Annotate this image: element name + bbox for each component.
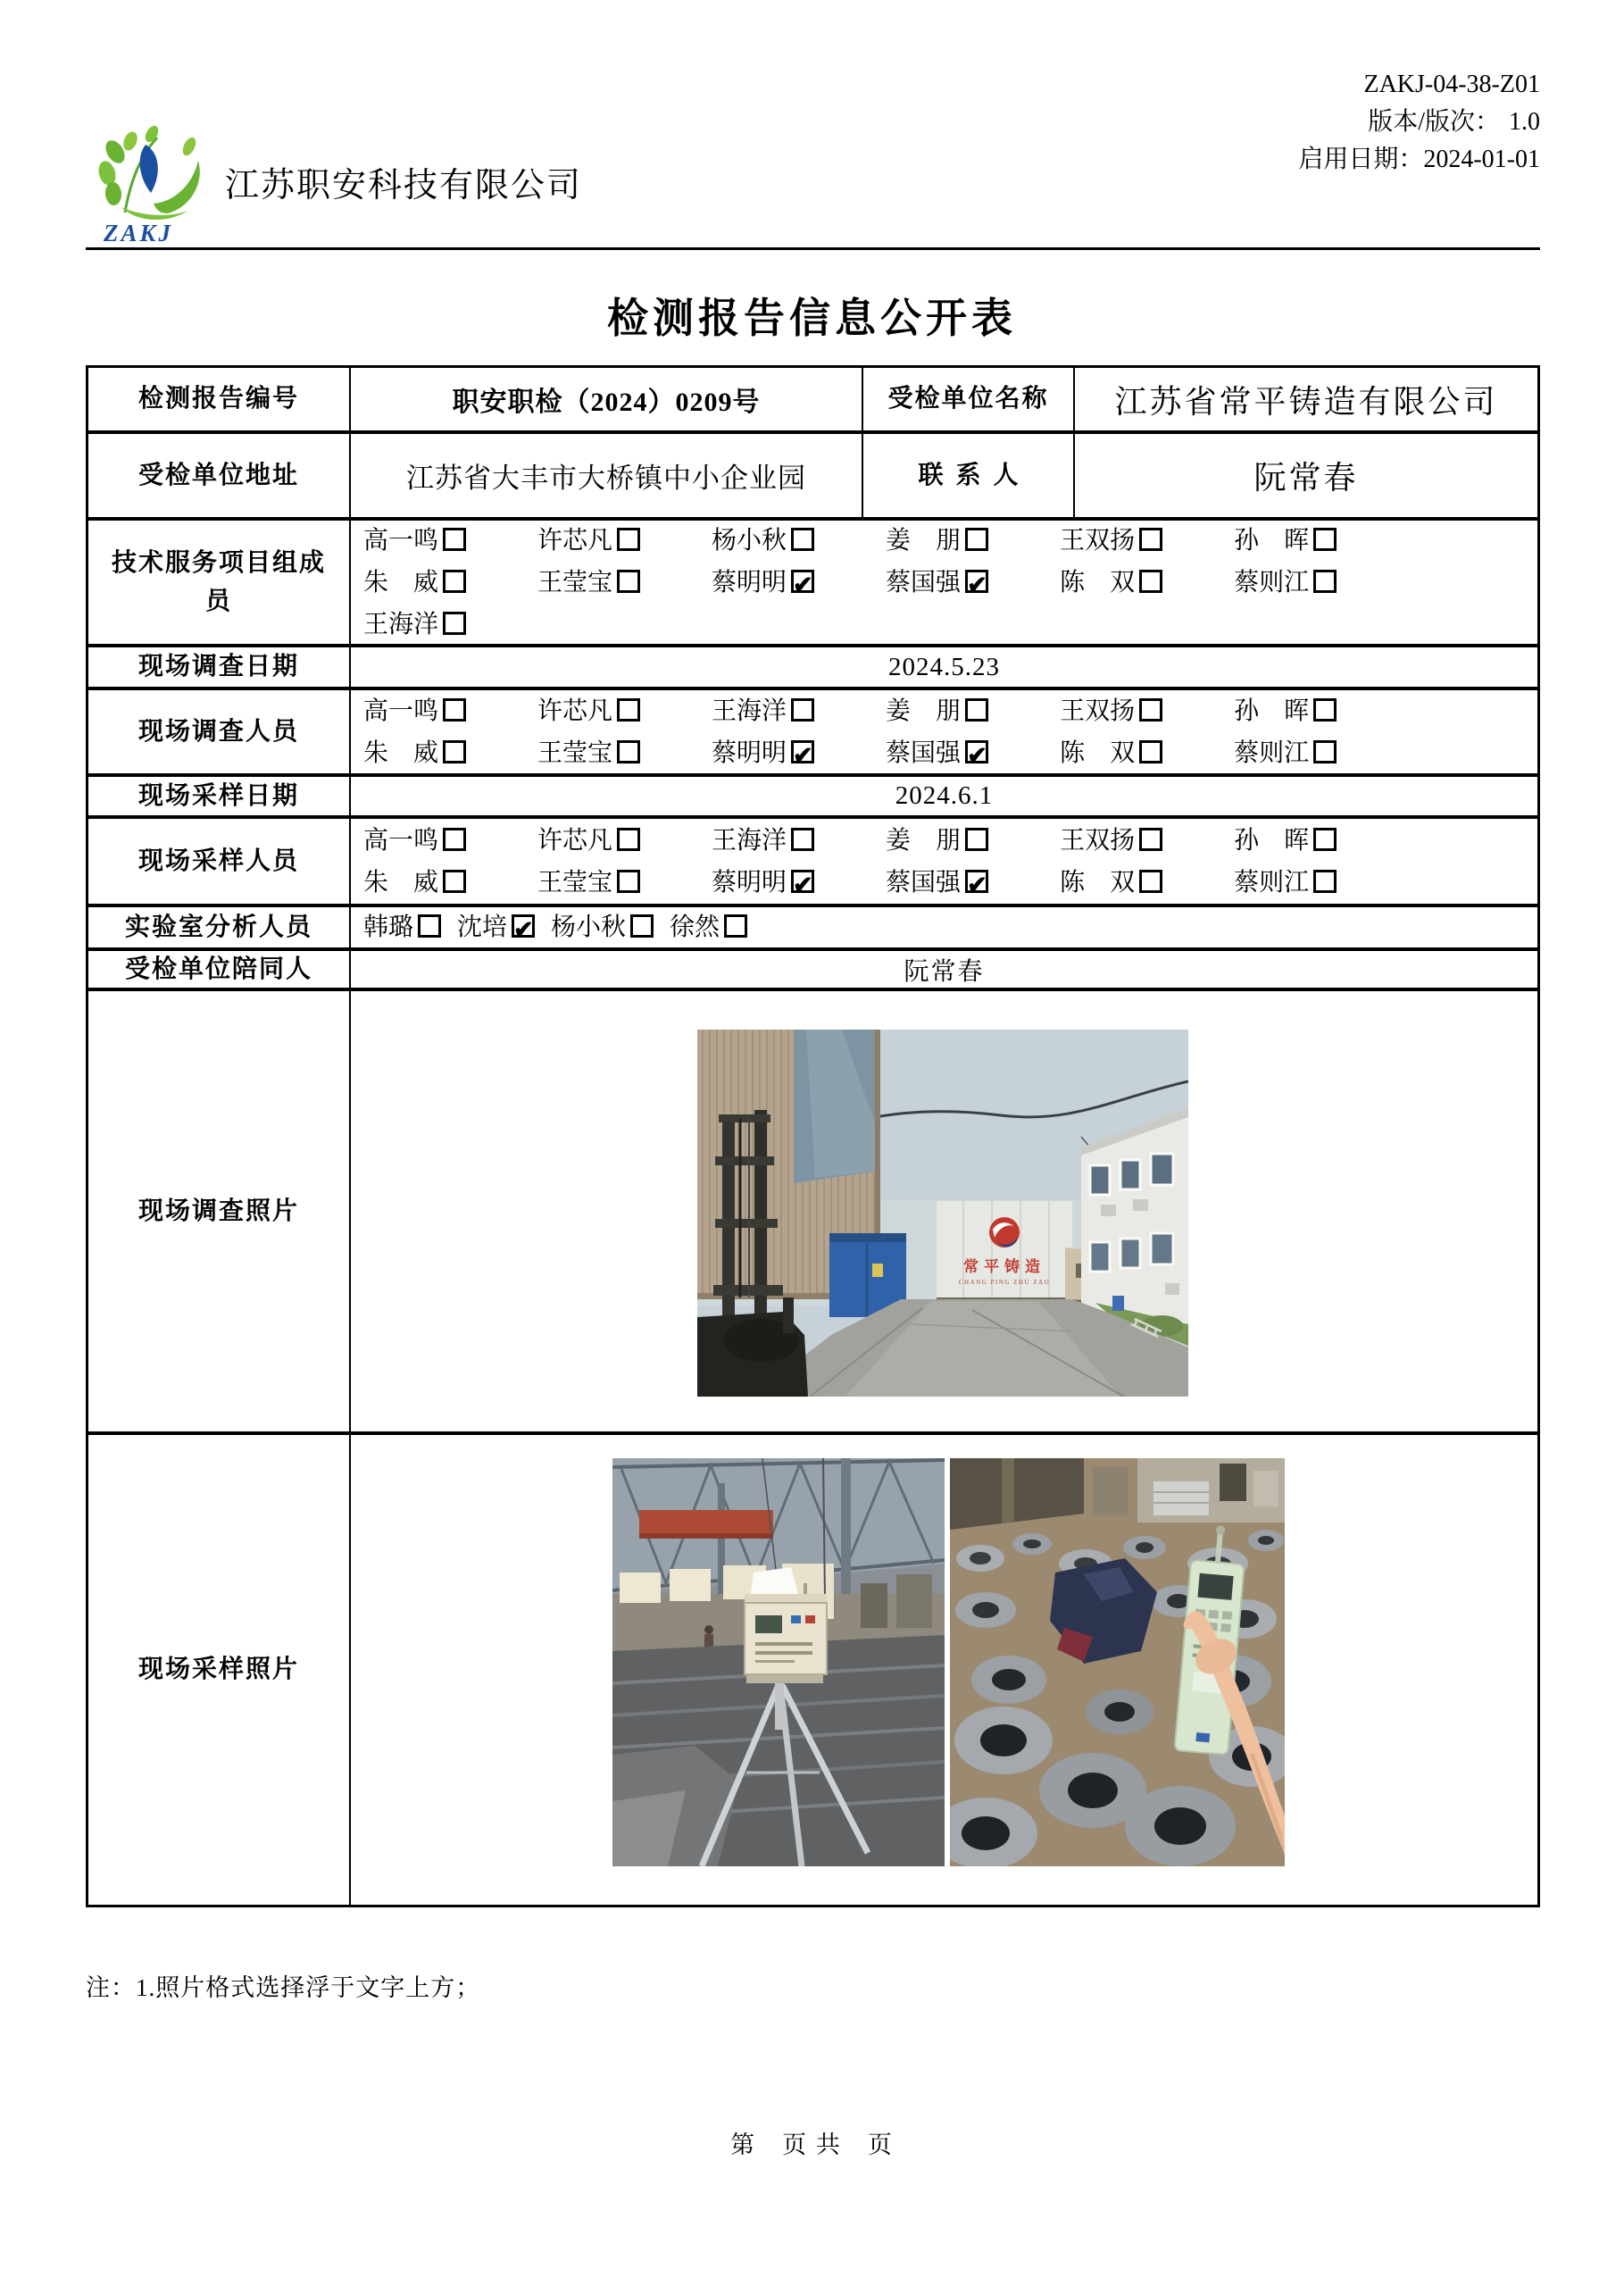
person-option [363,862,466,904]
row-tech-team [88,517,1537,644]
person-option [1234,520,1337,562]
row-report-number [88,368,1537,430]
person-option [670,906,747,948]
person-option [1234,862,1337,904]
inspected-unit-name-value: 江苏省常平铸造有限公司 [1073,368,1537,430]
checkbox-unchecked[interactable] [617,740,640,763]
info-table [86,365,1540,1907]
company-logo [95,125,229,247]
row-sample-date [88,773,1537,815]
accompany-label: 受检单位陪同人 [124,955,312,983]
checkbox-unchecked[interactable] [1139,528,1162,551]
checkbox-unchecked[interactable] [617,698,640,722]
checkbox-checked[interactable] [965,870,988,893]
version-value: 1.0 [1509,108,1540,136]
checkbox-unchecked[interactable] [443,528,466,551]
person-name: 陈 双 [1060,738,1136,767]
checkbox-unchecked[interactable] [418,914,441,938]
person-name: 孙 晖 [1234,697,1310,725]
workshop-sampling-photo [612,1458,945,1866]
enable-date-value: 2024-01-01 [1423,146,1540,173]
person-name: 朱 威 [363,868,439,897]
person-option [537,520,640,562]
survey-date-value: 2024.5.23 [349,647,1537,687]
page-footer: 第 页 共 页 [730,2132,894,2158]
person-option [712,562,814,604]
person-name: 蔡则江 [1234,868,1310,897]
row-accompany [88,947,1537,988]
person-option [1060,562,1162,604]
person-option [886,690,988,732]
logo-graphic [95,125,212,223]
header-divider [86,247,1540,250]
person-option [363,906,441,948]
checkbox-unchecked[interactable] [791,828,814,851]
person-option [886,732,988,774]
address-value: 江苏省大丰市大桥镇中小企业园 [349,434,862,517]
checkbox-unchecked[interactable] [1313,870,1337,893]
checkbox-unchecked[interactable] [617,570,640,593]
person-name: 陈 双 [1060,568,1136,597]
person-option [537,690,640,732]
person-option [1234,732,1337,774]
note-text: 注：1.照片格式选择浮于文字上方； [86,1974,481,2001]
checkbox-checked[interactable] [791,570,814,593]
survey-staff-line-2 [363,732,1537,774]
person-option [363,732,466,774]
checkbox-unchecked[interactable] [1139,570,1162,593]
tech-team-line-2 [363,562,1537,604]
person-option [1060,820,1162,862]
person-option [886,862,988,904]
sample-photo-images [612,1458,1285,1866]
doc-enable-date [1298,141,1540,179]
checkbox-unchecked[interactable] [443,740,466,763]
person-name: 杨小秋 [712,526,787,555]
tech-team-line-1 [363,520,1537,562]
checkbox-unchecked[interactable] [443,870,466,893]
checkbox-unchecked[interactable] [724,914,747,938]
person-name: 姜 朋 [886,526,962,555]
row-sample-photo [88,1431,1537,1905]
logo-text: ZAKJ [104,220,174,246]
checkbox-unchecked[interactable] [791,528,814,551]
person-option [457,906,535,948]
checkbox-checked[interactable] [965,740,988,763]
report-number-value: 职安职检（2024）0209号 [349,368,862,430]
company-name: 江苏职安科技有限公司 [225,167,583,204]
person-name: 王海洋 [363,610,439,638]
document-meta [1298,66,1540,179]
tech-team-line-3 [363,604,1537,646]
row-sample-staff [88,815,1537,904]
person-option [886,520,988,562]
factory-street-photo [697,1030,1188,1397]
person-option [1060,690,1162,732]
sample-staff-members [349,819,1537,904]
checkbox-unchecked[interactable] [617,828,640,851]
person-option [537,562,640,604]
survey-photo-label: 现场调查照片 [137,1197,299,1225]
sample-photo-cell [349,1435,1537,1905]
person-name: 蔡国强 [886,738,962,767]
factory-sign-text: 常平铸造 [963,1258,1045,1275]
person-name: 高一鸣 [363,826,439,855]
person-name: 徐然 [670,914,720,941]
person-name: 沈培 [457,914,508,941]
person-name: 许芯凡 [537,826,613,855]
person-name: 朱 威 [363,568,439,597]
checkbox-checked[interactable] [965,570,988,593]
person-name: 蔡则江 [1234,738,1310,767]
person-name: 蔡明明 [712,738,787,767]
person-name: 许芯凡 [537,697,613,725]
contact-label: 联系人 [862,434,1073,517]
doc-code: ZAKJ-04-38-Z01 [1363,71,1540,98]
person-name: 高一鸣 [363,697,439,725]
tech-team-label: 技术服务项目组成员 [111,548,326,615]
row-survey-date [88,644,1537,687]
castings-noise-meter-photo [950,1458,1285,1866]
person-option [1234,690,1337,732]
person-name: 蔡则江 [1234,568,1310,597]
enable-date-label: 启用日期： [1298,146,1424,173]
page-title: 检测报告信息公开表 [607,296,1017,341]
row-lab-staff [88,904,1537,947]
checkbox-unchecked[interactable] [965,698,988,722]
person-name: 韩璐 [363,914,414,941]
person-name: 姜 朋 [886,697,962,725]
person-option [537,862,640,904]
checkbox-checked[interactable] [512,914,535,938]
checkbox-unchecked[interactable] [1313,698,1337,722]
checkbox-unchecked[interactable] [1313,828,1337,851]
checkbox-unchecked[interactable] [791,698,814,722]
checkbox-unchecked[interactable] [1139,698,1162,722]
person-name: 王莹宝 [537,868,613,897]
sample-staff-label: 现场采样人员 [137,847,299,875]
row-survey-photo [88,988,1537,1431]
checkbox-checked[interactable] [791,870,814,893]
person-name: 孙 晖 [1234,826,1310,855]
person-option [1060,732,1162,774]
row-survey-staff [88,687,1537,773]
checkbox-unchecked[interactable] [1139,870,1162,893]
person-name: 许芯凡 [537,526,613,555]
person-option [363,690,466,732]
person-option [1234,820,1337,862]
person-name: 朱 威 [363,738,439,767]
sample-date-label: 现场采样日期 [137,781,299,810]
checkbox-unchecked[interactable] [443,698,466,722]
checkbox-unchecked[interactable] [1313,740,1337,763]
checkbox-unchecked[interactable] [617,528,640,551]
person-name: 蔡明明 [712,868,787,897]
person-name: 蔡国强 [886,568,962,597]
person-option [537,820,640,862]
person-name: 王莹宝 [537,568,613,597]
lab-staff-line-1 [363,906,1537,948]
person-name: 王海洋 [712,697,787,725]
person-name: 王双扬 [1060,826,1136,855]
person-option [712,862,814,904]
checkbox-unchecked[interactable] [443,570,466,593]
survey-staff-line-1 [363,690,1537,732]
version-label: 版本/版次： [1368,108,1500,136]
person-option [1234,562,1337,604]
factory-sign-subtext: CHANG PING ZHU ZAO [958,1279,1051,1286]
checkbox-unchecked[interactable] [630,914,654,938]
survey-staff-label: 现场调查人员 [137,717,299,746]
person-option [363,604,466,646]
person-name: 姜 朋 [886,826,962,855]
person-name: 王莹宝 [537,738,613,767]
person-option [363,820,466,862]
doc-version [1298,104,1540,141]
person-name: 王双扬 [1060,526,1136,555]
row-address [88,430,1537,517]
person-option [363,520,466,562]
checkbox-unchecked[interactable] [443,828,466,851]
person-name: 杨小秋 [551,914,627,941]
checkbox-checked[interactable] [791,740,814,763]
person-name: 蔡明明 [712,568,787,597]
person-option [712,690,814,732]
person-name: 王双扬 [1060,697,1136,725]
sample-staff-line-2 [363,862,1537,904]
person-option [1060,520,1162,562]
person-name: 蔡国强 [886,868,962,897]
person-option [712,520,814,562]
person-option [712,820,814,862]
survey-date-label: 现场调查日期 [137,653,299,681]
checkbox-unchecked[interactable] [1313,570,1337,593]
survey-photo-cell [349,991,1537,1431]
accompany-value: 阮常春 [349,951,1537,988]
sample-date-value: 2024.6.1 [349,777,1537,815]
survey-staff-members [349,690,1537,773]
sample-photo-label: 现场采样照片 [137,1656,299,1684]
address-label: 受检单位地址 [137,461,299,489]
person-name: 王海洋 [712,826,787,855]
person-option [551,906,654,948]
report-number-label: 检测报告编号 [137,385,299,413]
lab-staff-members [349,907,1537,947]
person-option [1060,862,1162,904]
checkbox-unchecked[interactable] [1313,528,1337,551]
person-option [712,732,814,774]
checkbox-unchecked[interactable] [1139,740,1162,763]
person-name: 陈 双 [1060,868,1136,897]
person-option [886,820,988,862]
sample-staff-line-1 [363,820,1537,862]
person-option [537,732,640,774]
person-option [886,562,988,604]
person-name: 孙 晖 [1234,526,1310,555]
person-name: 高一鸣 [363,526,439,555]
checkbox-unchecked[interactable] [617,870,640,893]
checkbox-unchecked[interactable] [965,528,988,551]
checkbox-unchecked[interactable] [1139,828,1162,851]
tech-team-members [349,521,1537,644]
checkbox-unchecked[interactable] [965,828,988,851]
checkbox-unchecked[interactable] [443,612,466,635]
inspected-unit-name-label: 受检单位名称 [862,368,1073,430]
person-option [363,562,466,604]
lab-staff-label: 实验室分析人员 [124,913,312,941]
contact-value: 阮常春 [1073,434,1537,517]
survey-photo-image [697,1030,1188,1397]
